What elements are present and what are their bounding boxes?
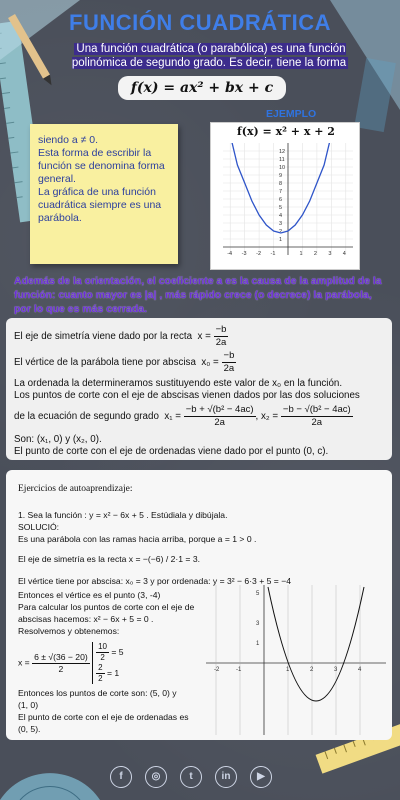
y-tick-label: 1	[279, 237, 283, 243]
points-line-2: (1, 0)	[18, 700, 39, 710]
y-tick-label: 3	[279, 221, 283, 227]
axis-text: El eje de simetría viene dado por la recta	[14, 331, 193, 343]
y-tick-label: 4	[279, 213, 283, 219]
x-tick-label: -2	[256, 251, 262, 257]
y-tick-label: 9	[279, 173, 283, 179]
theory-card	[6, 318, 392, 460]
vertex-eq-left: x₀ =	[201, 357, 219, 369]
facebook-icon[interactable]: f	[110, 766, 132, 788]
x1-fraction: $\frac{\text{−b + √(b² − 4ac)}}{2a}$	[185, 404, 254, 428]
svg-text:1: 1	[286, 667, 290, 673]
axis-row	[14, 324, 228, 349]
solution-label: SOLUCIÓ:	[18, 522, 60, 532]
ordinate-cut-text: El punto de corte con el eje de ordenadas viene dado por el punto (0, c).	[14, 446, 329, 457]
sticky-line-2: Esta forma de escribir la función se denomina forma general.	[38, 147, 165, 185]
example-label: EJEMPLO	[266, 108, 317, 120]
svg-text:5: 5	[256, 591, 260, 597]
sticky-line-1: siendo a ≠ 0.	[38, 134, 99, 146]
vertex-text: El vértice de la parábola tiene por abscisa	[14, 357, 196, 369]
y-tick-label: 5	[279, 205, 283, 211]
y-tick-label: 10	[279, 165, 286, 171]
ordinate-text: La ordenada la determineramos sustituyendo este valor de x₀ en la función.	[14, 378, 343, 389]
x-tick-label: -3	[241, 251, 247, 257]
instagram-icon[interactable]: ◎	[145, 766, 167, 788]
vertex-row	[14, 350, 236, 375]
general-formula: f(x) = ax² + bx + c	[118, 76, 286, 100]
sticky-line-3: La gráfica de una función cuadrática siempre es una parábola.	[38, 186, 162, 224]
y-tick-label: 2	[279, 229, 283, 235]
amplitude-note: Además de la orientación, el coeficiente a es la causa de la amplitud de la función: cuanto mayor es |a| , más rápido crece (o decrece) la parábola, por lo que es más cerrada.	[14, 275, 382, 315]
x2-left: x₂ =	[261, 411, 279, 423]
x-tick-label: 4	[342, 251, 346, 257]
x-tick-label: 1	[299, 251, 303, 257]
chart-title: f(x) = x² + x + 2	[237, 125, 335, 138]
axis-eq-left: x =	[197, 331, 211, 343]
eq-text: de la ecuación de segundo grado	[14, 411, 159, 423]
y-tick-label: 8	[279, 181, 283, 187]
y-tick-label: 12	[279, 149, 286, 155]
youtube-icon[interactable]: ▶	[250, 766, 272, 788]
vertex-text: El vértice tiene por abscisa: x₀ = 3 y por ordenada: y = 3² − 6·3 + 5 = −4	[18, 576, 291, 586]
svg-text:4: 4	[358, 667, 362, 673]
exercise-graph	[206, 585, 386, 735]
calc-line-2: abscisas hacemos: x² − 6x + 5 = 0 .	[18, 614, 154, 624]
cut-text: Los puntos de corte con el eje de abscisas vienen dados por las dos soluciones	[14, 390, 360, 401]
svg-text:2: 2	[310, 667, 314, 673]
x-tick-label: -4	[227, 251, 233, 257]
y-tick-label: 11	[279, 157, 285, 163]
linkedin-icon[interactable]: in	[215, 766, 237, 788]
x-tick-label: 3	[328, 251, 332, 257]
solution-fraction: $\frac{6 \pm √(36 - 20)}{2}$	[34, 651, 88, 674]
axis-text: El eje de simetría es la recta x = −(−6) / 2·1 = 3.	[18, 554, 200, 564]
svg-text:3: 3	[256, 621, 260, 627]
vertex-point: Entonces el vértice es el punto (3, -4)	[18, 590, 161, 600]
y-tick-label: 7	[279, 189, 283, 195]
x1-left: x₁ =	[164, 411, 182, 423]
sticky-note	[30, 124, 178, 264]
son-text: Son: (x₁, 0) y (x₂, 0).	[14, 434, 102, 445]
twitter-icon[interactable]: t	[180, 766, 202, 788]
axis-fraction: $\frac{-b}{2a}$	[215, 324, 227, 348]
solution-formula: x = $\frac{6 \pm √(36 - 20)}{2}$ $\frac{10}{2}$ = 5 $\frac{2}{2}$ = 1	[18, 642, 124, 683]
x2-fraction: $\frac{\text{−b − √(b² − 4ac)}}{2a}$	[282, 404, 351, 428]
resolvemos: Resolvemos y obtenemos:	[18, 626, 120, 636]
x-tick-label: -1	[270, 251, 276, 257]
exercise-card	[6, 470, 392, 740]
example-chart	[210, 122, 360, 270]
ycut-line-2: (0, 5).	[18, 724, 41, 734]
x-tick-label: 2	[313, 251, 317, 257]
points-line-1: Entonces los puntos de corte son: (5, 0) y	[18, 688, 177, 698]
exercise-1: 1. Sea la función : y = x² − 6x + 5 . Estúdiala y dibújala.	[18, 510, 228, 520]
parabola-text: Es una parábola con las ramas hacia arriba, porque a = 1 > 0 .	[18, 534, 257, 544]
parabola-chart	[211, 139, 361, 269]
svg-text:-1: -1	[236, 667, 242, 673]
svg-text:1: 1	[256, 641, 260, 647]
vertex-fraction: $\frac{-b}{2a}$	[223, 350, 235, 374]
page-title: FUNCIÓN CUADRÁTICA	[69, 10, 331, 35]
intro-text: Una función cuadrática (o parabólica) es una función polinómica de segundo grado. Es decir, tiene la forma	[50, 42, 370, 70]
ycut-line-1: El punto de corte con el eje de ordenadas es	[18, 712, 189, 722]
svg-text:-2: -2	[214, 667, 220, 673]
calc-line-1: Para calcular los puntos de corte con el eje de	[18, 602, 195, 612]
exercise-heading: Ejercicios de autoaprendizaje:	[18, 484, 133, 494]
quadratic-row: de la ecuación de segundo grado x₁ = $\frac{\text{−b + √(b² − 4ac)}}{2a}$ , x₂ = $\frac{\text{−b − √(b² − 4ac)}}{2a}$	[14, 404, 351, 428]
y-tick-label: 6	[279, 197, 283, 203]
svg-text:3: 3	[334, 667, 338, 673]
